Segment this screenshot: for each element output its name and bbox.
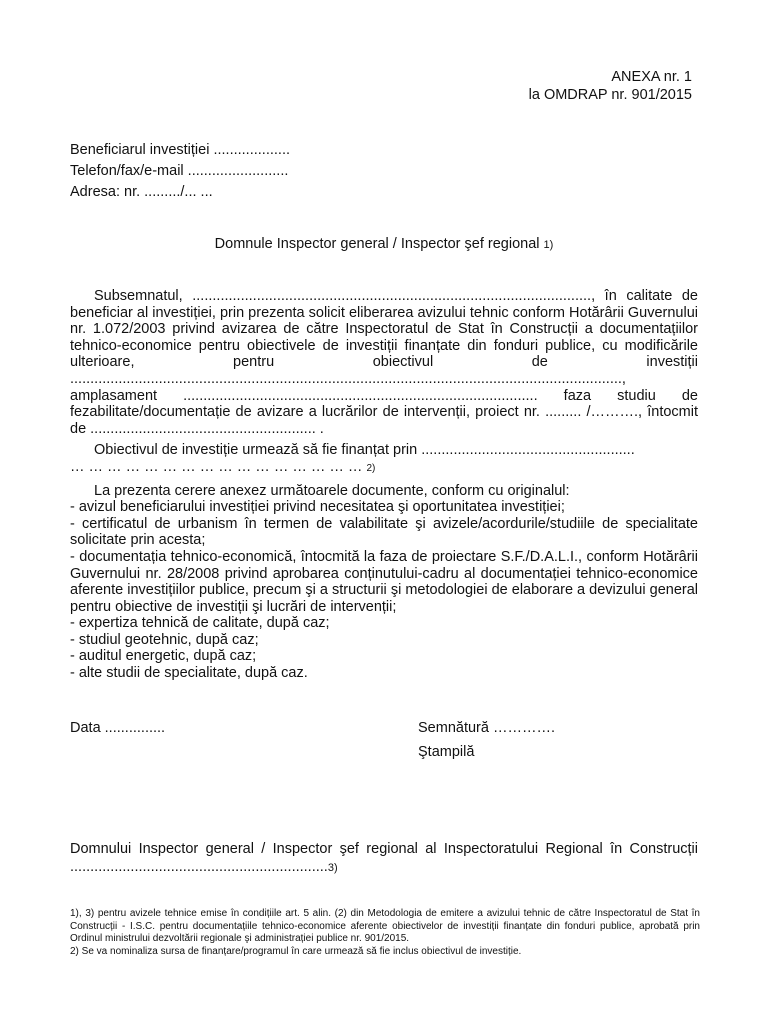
- beneficiary-line: Beneficiarul investiției ...................: [70, 142, 290, 158]
- attachment-item: - avizul beneficiarului investiției privind necesitatea şi oportunitatea investiției;: [70, 499, 565, 516]
- addressee-footnote-ref: 3): [327, 862, 338, 874]
- signature-field: Semnătură ………….: [418, 720, 555, 736]
- attachment-item: - studiul geotehnic, după caz;: [70, 631, 259, 648]
- addressee-text: Domnului Inspector general / Inspector şef regional al Inspectoratului Regional în Construcții ................................................................: [70, 841, 698, 875]
- financing-paragraph: Obiectivul de investiție urmează să fie finanțat prin .....................................................: [94, 442, 635, 459]
- financing-footnote-ref: 2): [366, 462, 376, 474]
- signature-area: [418, 716, 555, 764]
- attachment-item: - documentația tehnico-economică, întocmită la faza de proiectare S.F./D.A.L.I., conform Hotărârii Guvernului nr. 28/2008 privind aprobarea conținutului-cadru al documentației tehnico-economice aferente investițiilor publice, precum şi a structurii şi metodologiei de elaborare a devizului general pentru obiective de investiții şi lucrări de intervenții;: [70, 548, 698, 615]
- footnote-1-3: 1), 3) pentru avizele tehnice emise în condițiile art. 5 alin. (2) din Metodologia de emitere a avizului tehnic de către Inspectoratul de Stat în Construcții - I.S.C. pentru documentațiile tehnico-economice aferente obiectivelor de investiții finanțate din fonduri publice, aprobată prin Ordinul ministrului dezvoltării regionale şi administrației publice nr. 901/2015.: [70, 908, 700, 944]
- attachment-item: - alte studii de specialitate, după caz.: [70, 665, 308, 682]
- attachment-item: - certificatul de urbanism în termen de valabilitate şi avizele/acordurile/studiile de specialitate solicitate prin acesta;: [70, 515, 698, 549]
- order-reference: la OMDRAP nr. 901/2015: [528, 87, 692, 103]
- attachment-item: - auditul energetic, după caz;: [70, 648, 257, 665]
- footnotes: [70, 908, 700, 958]
- address-line: Adresa: nr. ........./... ...: [70, 184, 213, 200]
- request-paragraph: Subsemnatul, ..................................................................................................., în calitate de beneficiar al investiției, prin prezenta solicit eliberarea avizului tehnic conform Hotărârii Guvernului nr. 1.072/2003 privind avizarea de către Inspectoratul de Stat în Construcții a documentațiilor tehnico-economice pentru obiectivele de investiții finanțate din fonduri publice, cu modificările ulterioare, pentru obiectivul de investiții ........................................................................................................................................., amplasament ........................................................................................ faza studiu de fezabilitate/documentație de avizare a lucrărilor de intervenții, proiect nr. ......... /………., întocmit de ........................................................ .: [70, 288, 698, 437]
- addressee-block: [70, 840, 698, 877]
- annex-header: [529, 68, 692, 104]
- salutation-footnote-ref: 1): [543, 239, 554, 251]
- salutation: [0, 236, 768, 252]
- financing-continuation: [70, 459, 698, 478]
- sender-block: [70, 140, 290, 203]
- attachments-intro: La prezenta cerere anexez următoarele documente, conform cu originalul:: [94, 482, 570, 499]
- annex-number: ANEXA nr. 1: [611, 69, 692, 85]
- request-body: [70, 288, 698, 682]
- financing-dots: … … … … … … … … … … … … … … … …: [70, 458, 363, 475]
- date-field: Data ...............: [70, 720, 166, 736]
- stamp-field: Ştampilă: [418, 744, 475, 760]
- footnote-2: 2) Se va nominaliza sursa de finanțare/programul în care urmează să fie inclus obiectivul de investiție.: [70, 945, 522, 957]
- salutation-text: Domnule Inspector general / Inspector şef regional: [214, 236, 540, 252]
- attachment-item: - expertiza tehnică de calitate, după caz;: [70, 615, 330, 632]
- contact-line: Telefon/fax/e-mail .........................: [70, 163, 289, 179]
